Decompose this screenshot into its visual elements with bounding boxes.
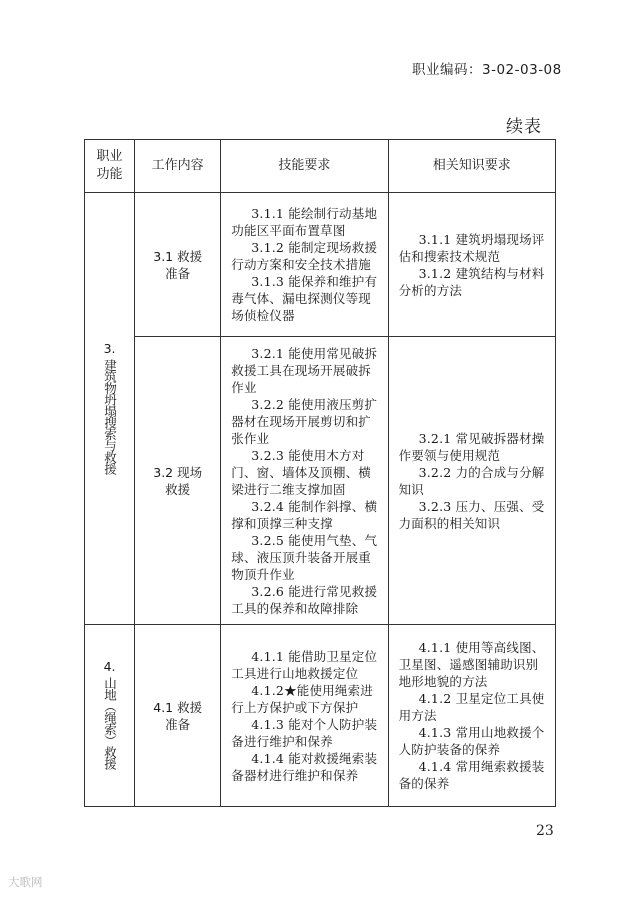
skill-item: 4.1.4 能对救援绳索装备器材进行维护和保养 [231, 750, 378, 783]
function-number: 4. [103, 659, 116, 674]
knowledge-item: 3.1.1 建筑坍塌现场评估和搜索技术规范 [398, 231, 545, 264]
skill-item: 4.1.1 能借助卫星定位工具进行山地救援定位 [231, 648, 378, 681]
header-content: 工作内容 [135, 140, 221, 193]
skill-item: 4.1.2★能使用绳索进行上方保护或下方保护 [231, 682, 373, 715]
skill-item: 3.1.3 能保养和维护有毒气体、漏电探测仪等现场侦检仪器 [231, 274, 378, 323]
work-content-line: 准备 [165, 716, 191, 732]
skill-item: 3.2.3 能使用木方对门、窗、墙体及顶棚、横梁进行二维支撑加固 [231, 447, 371, 497]
function-number: 3. [103, 340, 116, 356]
function-cell [85, 625, 135, 807]
work-content-line: 救援 [165, 481, 191, 497]
knowledge-cell [388, 193, 555, 337]
table-row [85, 193, 556, 337]
knowledge-item: 4.1.2 卫星定位工具使用方法 [398, 691, 545, 723]
skill-item: 3.2.1 能使用常见破拆救援工具在现场开展破拆作业 [231, 345, 378, 395]
skill-item: 3.1.2 能制定现场救援行动方案和安全技术措施 [231, 240, 378, 272]
watermark: 大歌网 [8, 875, 43, 889]
knowledge-item: 4.1.4 常用绳索救援装备的保养 [398, 759, 545, 791]
header-knowledge: 相关知识要求 [388, 140, 555, 193]
knowledge-item: 4.1.1 使用等高线图、卫星图、遥感图辅助识别地形地貌的方法 [398, 640, 545, 689]
work-content-line: 4.1 救援 [153, 699, 203, 715]
function-title: 山地（绳索）救援 [102, 677, 118, 769]
knowledge-item: 3.1.2 建筑结构与材料分析的方法 [398, 265, 545, 298]
work-content-line: 准备 [165, 265, 191, 281]
table-row [85, 337, 556, 625]
skills-table [84, 139, 556, 807]
continued-label: 续表 [506, 117, 542, 137]
skill-item: 3.1.1 能绘制行动基地功能区平面布置草图 [231, 206, 378, 238]
header-function: 职业功能 [85, 140, 135, 193]
skill-item: 3.2.2 能使用液压剪扩器材在现场开展剪切和扩张作业 [231, 396, 378, 446]
header-skills: 技能要求 [221, 140, 388, 193]
knowledge-item: 4.1.3 常用山地救援个人防护装备的保养 [398, 725, 545, 757]
skills-cell [221, 625, 388, 807]
knowledge-cell [388, 337, 555, 625]
skill-item: 3.2.6 能进行常见救援工具的保养和故障排除 [231, 583, 378, 616]
knowledge-item: 3.2.2 力的合成与分解知识 [398, 464, 545, 497]
skill-item: 3.2.5 能使用气垫、气球、液压顶升装备开展重物顶升作业 [231, 532, 378, 582]
table-row [85, 625, 556, 807]
occupation-code: 职业编码：3-02-03-08 [412, 62, 562, 78]
knowledge-item: 3.2.3 压力、压强、受力面积的相关知识 [398, 498, 545, 531]
function-title: 建筑物坍塌搜索与救援 [102, 358, 118, 474]
page-number: 23 [536, 823, 554, 839]
skills-cell [221, 193, 388, 337]
work-content-cell [135, 625, 221, 807]
work-content-cell [135, 193, 221, 337]
work-content-line: 3.1 救援 [153, 248, 203, 264]
skill-item: 3.2.4 能制作斜撑、横撑和顶撑三种支撑 [231, 498, 378, 531]
skill-item: 4.1.3 能对个人防护装备进行维护和保养 [231, 716, 378, 749]
function-cell [85, 193, 135, 625]
skills-cell [221, 337, 388, 625]
knowledge-item: 3.2.1 常见破拆器材操作要领与使用规范 [398, 430, 545, 463]
knowledge-cell [388, 625, 555, 807]
work-content-line: 3.2 现场 [153, 464, 203, 480]
table-header-row [85, 140, 556, 193]
work-content-cell [135, 337, 221, 625]
